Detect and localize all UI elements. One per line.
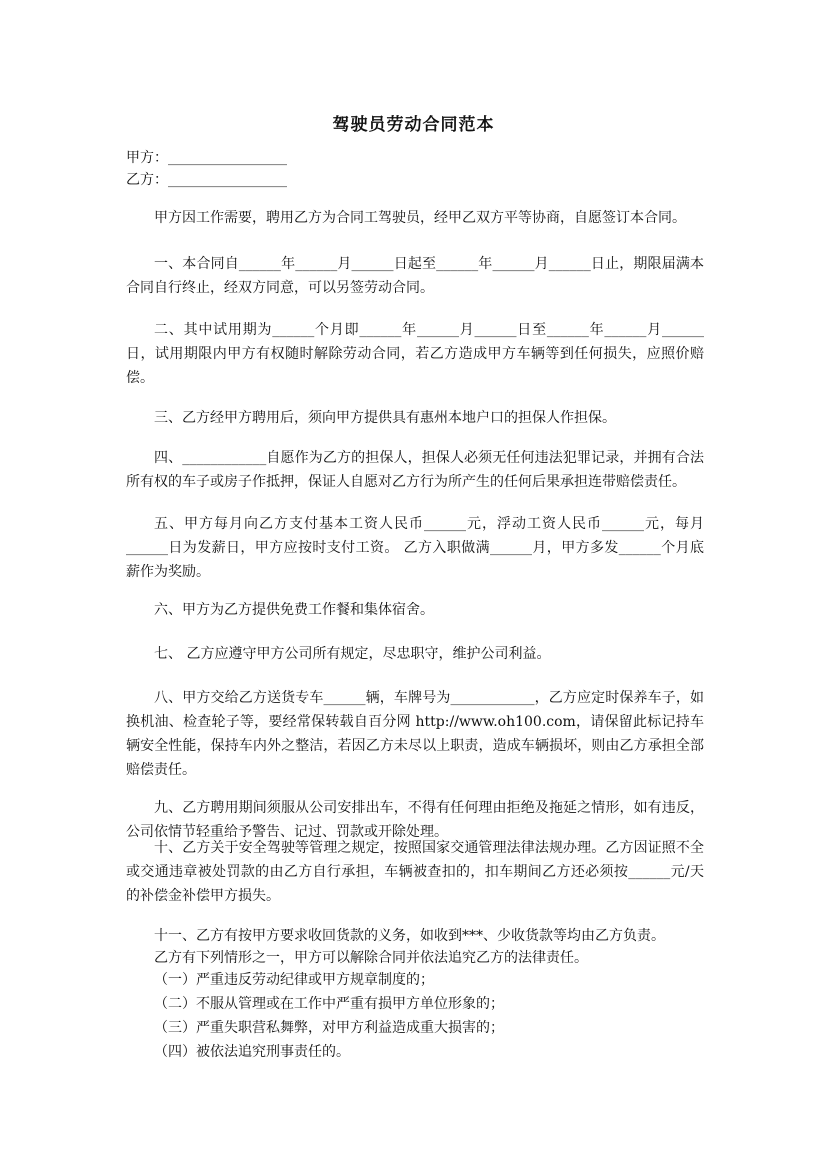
clause-11-intro: 乙方有下列情形之一，甲方可以解除合同并依法追究乙方的法律责任。 (154, 950, 588, 966)
party-b-line: 乙方：_________________ (126, 172, 287, 188)
clause-4: 四、____________自愿作为乙方的担保人，担保人必须无任何违法犯罪记录，并拥有合法所有权的车子或房子作抵押，保证人自愿对乙方行为所产生的任何后果承担连带赔偿责任。 (126, 450, 704, 490)
list-item: （一）严重违反劳动纪律或甲方规章制度的； (154, 972, 434, 988)
clause-5: 五、甲方每月向乙方支付基本工资人民币______元，浮动工资人民币______元，每月______日为发薪日，甲方应按时支付工资。 乙方入职做满______月，甲方多发______个月底薪作为奖励。 (126, 516, 704, 580)
clause-2: 二、其中试用期为______个月即______年______月______日至______年______月______日，试用期限内甲方有权随时解除劳动合同，若乙方造成甲方车辆等到任何损失，应照价赔偿。 (126, 322, 704, 386)
clause-8: 八、甲方交给乙方送货专车______辆，车牌号为____________，乙方应定时保养车子，如换机油、检查轮子等，要经常保转载自百分网 http://www.oh100.com，请保留此标记持车辆安全性能，保持车内外之整洁，若因乙方未尽以上职责，造成车辆损坏，则由乙方承担全部赔偿责任。 (126, 690, 704, 778)
party-a-line: 甲方：_________________ (126, 150, 287, 166)
clause-10: 十、乙方关于安全驾驶等管理之规定，按照国家交通管理法律法规办理。乙方因证照不全或交通违章被处罚款的由乙方自行承担，车辆被查扣的，扣车期间乙方还必须按______元/天的补偿金补偿甲方损失。 (126, 840, 704, 904)
list-item: （三）严重失职营私舞弊，对甲方利益造成重大损害的； (154, 1020, 504, 1036)
clause-6: 六、甲方为乙方提供免费工作餐和集体宿舍。 (154, 602, 434, 618)
termination-list (126, 968, 704, 1064)
clause-7: 七、 乙方应遵守甲方公司所有规定，尽忠职守，维护公司利益。 (154, 646, 551, 662)
clause-11: 十一、乙方有按甲方要求收回货款的义务，如收到***、少收货款等均由乙方负责。 (154, 928, 665, 944)
intro-paragraph: 甲方因工作需要，聘用乙方为合同工驾驶员，经甲乙双方平等协商，自愿签订本合同。 (154, 210, 686, 226)
clause-3: 三、乙方经甲方聘用后，须向甲方提供具有惠州本地户口的担保人作担保。 (154, 410, 616, 426)
list-item: （二）不服从管理或在工作中严重有损甲方单位形象的； (154, 996, 504, 1012)
list-item: （四）被依法追究刑事责任的。 (154, 1044, 350, 1060)
document-title: 驾驶员劳动合同范本 (332, 115, 495, 135)
clause-1: 一、本合同自______年______月______日起至______年______月______日止，期限届满本合同自行终止，经双方同意，可以另签劳动合同。 (126, 256, 704, 296)
clause-9: 九、乙方聘用期间须服从公司安排出车，不得有任何理由拒绝及拖延之情形，如有违反，公司依情节轻重给予警告、记过、罚款或开除处理。 (126, 800, 704, 840)
